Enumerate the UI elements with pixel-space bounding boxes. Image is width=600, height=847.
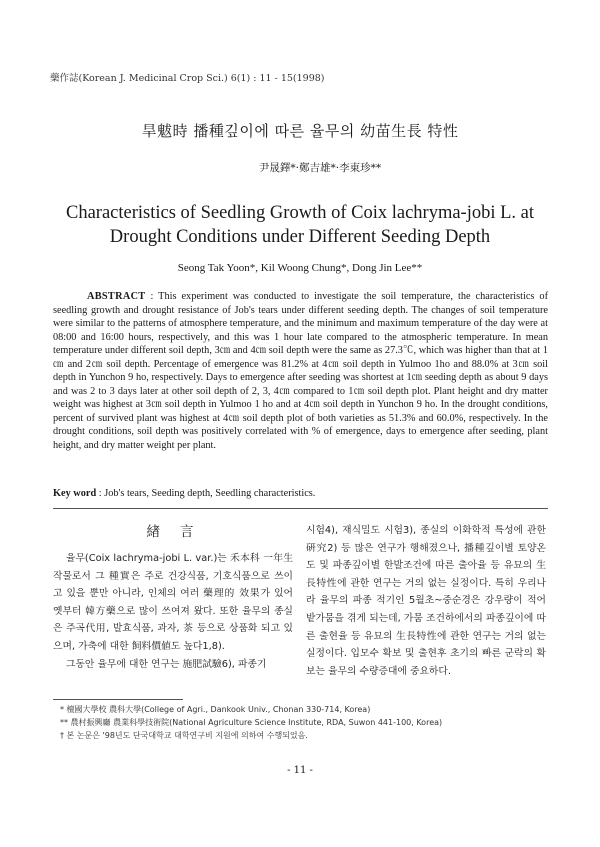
intro-left-column xyxy=(53,550,293,673)
korean-title: 旱魃時 播種깊이에 따른 율무의 幼苗生長 特性 xyxy=(141,122,459,140)
english-authors: Seong Tak Yoon*, Kil Woong Chung*, Dong Jin Lee** xyxy=(177,262,423,274)
page-number: - 11 - xyxy=(287,765,313,776)
abstract xyxy=(53,290,548,452)
footnote-2: ** 農村振興廳 農業科學技術院(National Agriculture Science Institute, RDA, Suwon 441-100, Korea) xyxy=(60,718,443,727)
abstract-divider xyxy=(53,508,548,509)
english-title: Characteristics of Seedling Growth of Coix lachryma-jobi L. at Drought Conditions under Different Seeding Depth xyxy=(65,203,535,247)
intro-paragraph-2: 그동안 율무에 대한 연구는 施肥試驗6), 파종기 xyxy=(66,658,267,670)
keyword-text: : Job's tears, Seeding depth, Seedling characteristics. xyxy=(98,488,316,499)
intro-paragraph-3: 시험4), 재식밀도 시험3), 종실의 이화학적 특성에 관한 硏究2) 등 많은 연구가 행해졌으나, 播種깊이별 토양온도 및 파종깊이별 한발조건에 따른 출아율 등 유묘의 生長特性에 관한 연구는 거의 없는 실정이다. 특히 우리나라 율무의 파종 적기인 5월초~중순경은 강우량이 적어 밭가뭄을 겪게 되는데, 가뭄 조건하에서의 파종깊이에 따른 출현율 등 유묘의 生長特性에 관한 연구는 거의 없는 실정이다. 입모수 확보 및 출현후 초기의 빠른 군락의 확보는 율무의 수량증대에 중요하다. xyxy=(306,525,546,677)
intro-paragraph-1: 율무(Coix lachryma-jobi L. var.)는 禾本科 一年生 작물로서 그 種實은 주로 건강식품, 기호식품으로 쓰이고 있을 뿐만 아니라, 인체의 여러 藥理的 效果가 있어 옛부터 韓方藥으로 많이 쓰여져 왔다. 또한 율무의 종실은 주곡代用, 발효식품, 과자, 茶 등으로 상품화 되고 있으며, 가축에 대한 飼料價値도 높다1,8). xyxy=(53,553,293,652)
abstract-label: ABSTRACT xyxy=(87,291,146,302)
korean-authors: 尹晟鐸*·鄭吉雄*·李東珍** xyxy=(258,162,382,174)
keywords xyxy=(53,488,548,499)
footnote-3: † 본 논문은 '98년도 단국대학교 대학연구비 지원에 의하여 수행되었음. xyxy=(60,731,308,740)
journal-header: 藥作誌(Korean J. Medicinal Crop Sci.) 6(1) : 11 - 15(1998) xyxy=(50,73,325,84)
keyword-label: Key word xyxy=(53,488,97,499)
footnote-divider xyxy=(53,699,183,700)
abstract-text: : This experiment was conducted to investigate the soil temperature, the characteristics of seedling growth and drought resistance of Job's tears under different seeding depth. The changes of soil temperature were similar to the patterns of atmosphere temperature, and the minimum and maximum temperature of the day were at 08:00 and 16:00 hours, respectively, and this was 1 hour late compared to the atmospheric temperature. In mean temperature under different soil depth, 3㎝ and 4㎝ soil depth were the same as 27.3℃, which was higher than that at 1㎝ and 2㎝ soil depth. Percentage of emergence was 81.2% at 4㎝ soil depth in Yulmoo 1ho and 88.0% at 3㎝ soil depth in Yunchon 9 ho, respectively. Days to emergence after seeding was shortest at 1㎝ seeding depth as about 9 days and was 2 to 3 days later at other soil depth of 2, 3, 4㎝ compared to 1㎝ soil depth plot. Plant height and dry matter weight was highest at 3㎝ soil depth in Yulmoo 1 ho and at 4㎝ soil depth in Yunchon 9 ho. In the drought conditions, percent of survived plant was highest at 4㎝ soil depth plot of both varieties as 51.3% and 60.0%, respectively. In the drought conditions, soil depth was positively correlated with % of emergence, days to emergence after seeding, plant height, and dry matter weight per plant. xyxy=(53,291,549,451)
section-heading: 緖言 xyxy=(146,524,214,540)
intro-right-column xyxy=(306,522,546,680)
footnote-1: * 檀國大學校 農科大學(College of Agri., Dankook Univ., Chonan 330-714, Korea) xyxy=(60,705,371,714)
